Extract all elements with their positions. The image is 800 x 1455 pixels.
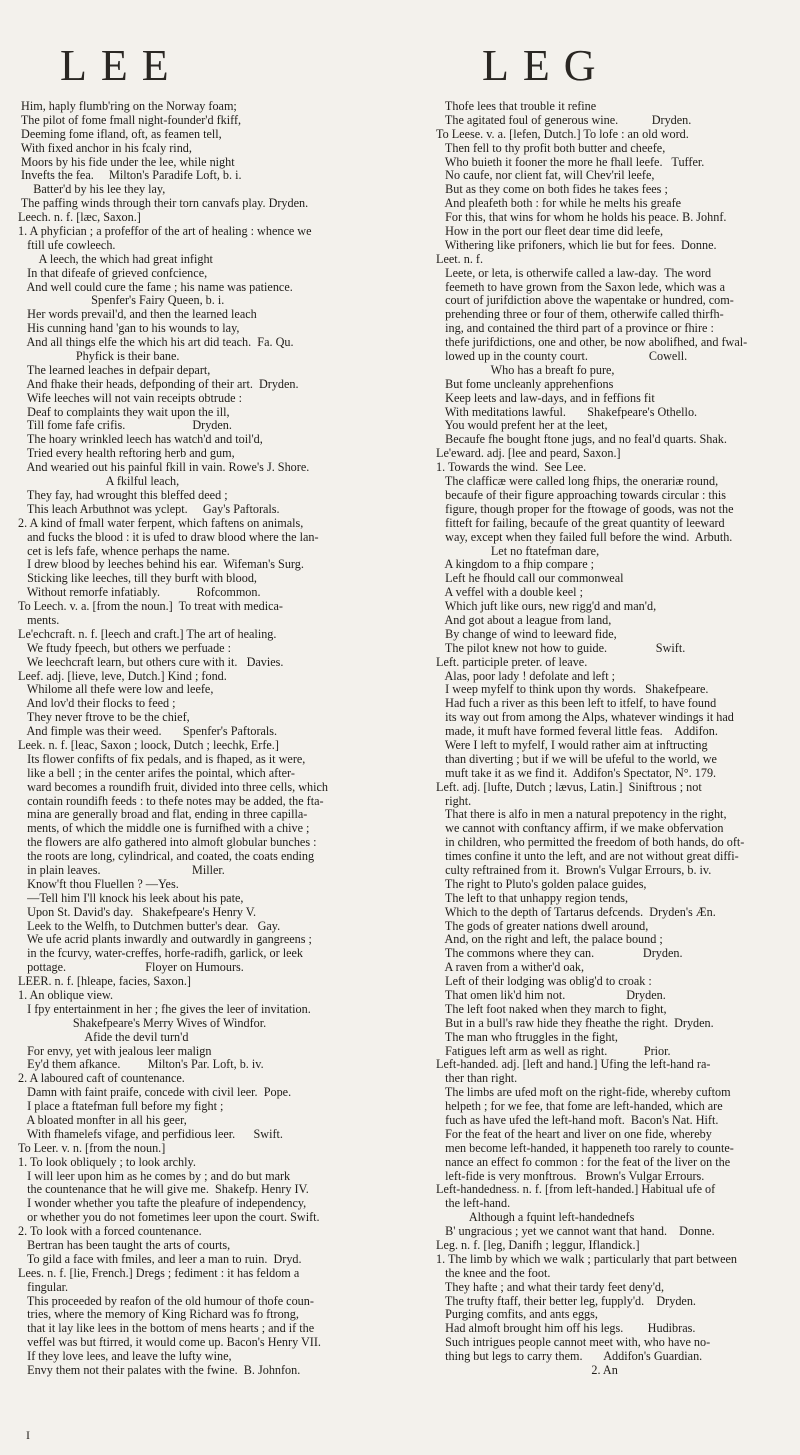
text-line: fuch as have ufed the left-hand moft. Bacon's Nat. Hift.: [436, 1113, 719, 1128]
text-line: Till fome fafe crifis. Dryden.: [18, 418, 232, 433]
text-line: Spenfer's Fairy Queen, b. i.: [18, 293, 225, 308]
text-line: that it lay like lees in the bottom of mens hearts ; and if the: [18, 1321, 315, 1336]
text-line: Without remorfe infatiably. Rofcommon.: [18, 585, 261, 600]
text-line: Phyfick is their bane.: [18, 349, 180, 364]
text-line: Such intrigues people cannot meet with, who have no-: [436, 1335, 711, 1350]
text-line: And wearied out his painful fkill in vain. Rowe's J. Shore.: [18, 460, 310, 475]
text-line: The left foot naked when they march to fight,: [436, 1001, 667, 1016]
text-line: And fhake their heads, defponding of their art. Dryden.: [18, 376, 299, 391]
text-line: Batter'd by his lee they lay,: [18, 182, 166, 197]
text-line: That omen lik'd him not. Dryden.: [436, 988, 666, 1002]
text-line: The right to Pluto's golden palace guides,: [436, 876, 647, 891]
text-line: Le'eward. adj. [lee and peard, Saxon.]: [436, 446, 621, 461]
text-line: Sticking like leeches, till they burft with blood,: [18, 571, 257, 586]
text-line: right.: [436, 793, 472, 808]
text-line: They never ftrove to be the chief,: [18, 710, 190, 725]
text-line: Left-handedness. n. f. [from left-handed.] Habitual ufe of: [436, 1182, 716, 1197]
text-line: in plain leaves. Miller.: [18, 862, 225, 877]
text-line: But in a bull's raw hide they fheathe the right. Dryden.: [436, 1015, 714, 1030]
text-line: With fhamelefs vifage, and perfidious leer. Swift.: [18, 1126, 283, 1141]
text-line: The paffing winds through their torn canvafs play. Dryden.: [18, 196, 309, 211]
text-line: And lov'd their flocks to feed ;: [18, 696, 176, 711]
text-line: To gild a face with fmiles, and leer a man to ruin. Dryd.: [18, 1251, 302, 1266]
text-line: pottage. Floyer on Humours.: [18, 960, 244, 975]
text-line: A fkilful leach,: [18, 474, 180, 489]
text-line: I weep myfelf to think upon thy words. Shakefpeare.: [436, 682, 709, 697]
text-line: That there is alfo in men a natural prepotency in the right,: [436, 807, 727, 822]
text-line: Him, haply flumb'ring on the Norway foam;: [18, 100, 237, 113]
text-line: Deeming fome ifland, oft, as feamen tell,: [18, 126, 222, 141]
text-line: Alas, poor lady ! defolate and left ;: [436, 668, 616, 683]
text-line: Keep leets and law-days, and in feffions fit: [436, 390, 655, 405]
text-line: I drew blood by leeches behind his ear. Wifeman's Surg.: [18, 557, 304, 572]
text-line: way, except when they failed full before the wind. Arbuth.: [436, 529, 733, 544]
text-line: we cannot with conftancy affirm, if we make obfervation: [436, 821, 724, 836]
text-line: But fome uncleanly apprehenfions: [436, 376, 614, 391]
text-line: Lees. n. f. [lie, French.] Dregs ; fediment : it has feldom a: [18, 1265, 300, 1280]
text-line: muft take it as we find it. Addifon's Spectator, N°. 179.: [436, 765, 717, 780]
text-line: thing but legs to carry them. Addifon's Guardian.: [436, 1349, 703, 1364]
running-head-right: LEG: [482, 41, 610, 90]
text-line: To Leech. v. a. [from the noun.] To treat with medica-: [18, 599, 283, 614]
text-line: Know'ft thou Fluellen ? —Yes.: [18, 876, 179, 891]
text-line: For envy, yet with jealous leer malign: [18, 1043, 212, 1058]
signature-mark: I: [26, 1428, 30, 1442]
text-line: A raven from a wither'd oak,: [436, 960, 585, 975]
text-line: Damn with faint praife, concede with civil leer. Pope.: [18, 1085, 292, 1100]
text-line: Leete, or leta, is otherwife called a law-day. The word: [436, 265, 712, 280]
text-line: the flowers are alfo gathered into almoft globular bunches :: [18, 835, 317, 850]
text-line: Ey'd them afkance. Milton's Par. Loft, b. iv.: [18, 1057, 264, 1072]
text-line: Although a fquint left-handednefs: [436, 1210, 635, 1225]
text-line: B' ungracious ; yet we cannot want that hand. Donne.: [436, 1224, 715, 1239]
left-column: [18, 100, 364, 1378]
text-line: This proceeded by reafon of the old humour of thofe coun-: [18, 1293, 314, 1308]
text-line: made, it muft have formed feveral little feas. Addifon.: [436, 724, 718, 739]
text-line: And, on the right and left, the palace bound ;: [436, 932, 663, 947]
text-line: This leach Arbuthnot was yclept. Gay's Paftorals.: [18, 501, 280, 516]
text-line: A leech, the which had great infight: [18, 251, 213, 266]
text-line: ments, of which the middle one is furnifhed with a chive ;: [18, 821, 310, 836]
text-line: Thofe lees that trouble it refine: [436, 100, 597, 113]
text-line: For the feat of the heart and liver on one fide, whereby: [436, 1126, 712, 1141]
text-line: The man who ftruggles in the fight,: [436, 1029, 618, 1044]
text-line: the roots are long, cylindrical, and coated, the coats ending: [18, 849, 315, 864]
text-line: the countenance that he will give me. Shakefp. Henry IV.: [18, 1182, 309, 1197]
text-line: cet is lefs fafe, whence perhaps the name.: [18, 543, 230, 558]
text-line: Leet. n. f.: [436, 251, 484, 266]
text-line: With meditations lawful. Shakefpeare's Othello.: [436, 404, 698, 419]
text-line: We ufe acrid plants inwardly and outwardly in gangreens ;: [18, 932, 312, 947]
text-line: The pilot of fome fmall night-founder'd fkiff,: [18, 112, 242, 127]
text-line: thefe jurifdictions, one and other, be now abolifhed, and fwal-: [436, 335, 748, 350]
text-line: A kingdom to a fhip compare ;: [436, 557, 595, 572]
text-line: like a bell ; in the center arifes the pointal, which after-: [18, 765, 295, 780]
text-line: Left. participle preter. of leave.: [436, 654, 588, 669]
text-line: And fimple was their weed. Spenfer's Paftorals.: [18, 724, 278, 739]
text-line: Bertran has been taught the arts of courts,: [18, 1238, 231, 1253]
text-line: We leechcraft learn, but others cure with it. Davies.: [18, 654, 284, 669]
text-line: court of jurifdiction above the wapentake or hundred, com-: [436, 293, 734, 308]
text-line: And all things elfe the which his art did teach. Fa. Qu.: [18, 335, 294, 350]
text-line: Upon St. David's day. Shakefpeare's Henry V.: [18, 904, 257, 919]
text-line: The trufty ftaff, their better leg, fupply'd. Dryden.: [436, 1293, 696, 1308]
text-line: Left. adj. [lufte, Dutch ; lævus, Latin.] Siniftrous ; not: [436, 779, 702, 794]
text-line: its way out from among the Alps, whatever windings it had: [436, 710, 734, 725]
text-line: The learned leaches in defpair depart,: [18, 362, 211, 377]
text-line: becaufe of their figure approaching towards circular : this: [436, 487, 727, 502]
text-line: Leef. adj. [lieve, leve, Dutch.] Kind ; fond.: [18, 668, 227, 683]
text-line: They hafte ; and what their tardy feet deny'd,: [436, 1279, 665, 1294]
text-line: 2. A laboured caft of countenance.: [18, 1071, 185, 1086]
text-line: Who has a breaft fo pure,: [436, 362, 615, 377]
right-column: [436, 100, 782, 1378]
text-line: Left of their lodging was oblig'd to croak :: [436, 974, 652, 989]
text-line: and fucks the blood : it is ufed to draw blood where the lan-: [18, 529, 319, 544]
text-line: For this, that wins for whom he holds his peace. B. Johnf.: [436, 210, 727, 225]
text-line: ing, and contained the third part of a province or fhire :: [436, 321, 714, 336]
text-line: Le'echcraft. n. f. [leech and craft.] The art of healing.: [18, 626, 277, 641]
text-line: men become left-handed, it happeneth too rarely to counte-: [436, 1140, 734, 1155]
text-line: Envy them not their palates with the fwine. B. Johnfon.: [18, 1363, 301, 1378]
text-line: nance an effect fo common : for the feat of the liver on the: [436, 1154, 731, 1169]
text-line: prehending three or four of them, otherwife called thirfh-: [436, 307, 724, 322]
text-line: Shakefpeare's Merry Wives of Windfor.: [18, 1015, 267, 1030]
text-line: How in the port our fleet dear time did leefe,: [436, 224, 664, 239]
text-line: contain roundifh feeds : to thefe notes may be added, the fta-: [18, 793, 324, 808]
text-line: Left-handed. adj. [left and hand.] Ufing the left-hand ra-: [436, 1057, 711, 1072]
text-line: The left to that unhappy region tends,: [436, 890, 629, 905]
text-line: the knee and the foot.: [436, 1265, 551, 1280]
text-line: Invefts the fea. Milton's Paradife Loft, b. i.: [18, 168, 242, 183]
text-line: I wonder whether you tafte the pleafure of independency,: [18, 1196, 307, 1211]
text-line: 2. A kind of fmall water ferpent, which faftens on animals,: [18, 515, 304, 530]
text-line: Had fuch a river as this been left to itfelf, to have found: [436, 696, 717, 711]
text-line: His cunning hand 'gan to his wounds to lay,: [18, 321, 240, 336]
text-line: fitteft for failing, becaufe of the great quantity of leeward: [436, 515, 725, 530]
text-line: or whether you do not fometimes leer upon the court. Swift.: [18, 1210, 320, 1225]
text-line: Leek. n. f. [leac, Saxon ; loock, Dutch ; leechk, Erfe.]: [18, 737, 279, 752]
text-line: The agitated foul of generous wine. Dryden.: [436, 112, 692, 127]
text-line: ther than right.: [436, 1071, 518, 1086]
text-line: 1. To look obliquely ; to look archly.: [18, 1154, 196, 1169]
text-line: Whilome all thefe were low and leefe,: [18, 682, 214, 697]
text-line: than diverting ; but if we will be ufeful to the world, we: [436, 751, 717, 766]
text-line: Were I left to myfelf, I would rather aim at inftructing: [436, 737, 708, 752]
text-line: lowed up in the county court. Cowell.: [436, 349, 688, 364]
text-line: 1. An oblique view.: [18, 988, 114, 1002]
text-line: And got about a league from land,: [436, 612, 612, 627]
text-line: feemeth to have grown from the Saxon lede, which was a: [436, 279, 726, 294]
text-line: the left-hand.: [436, 1196, 511, 1211]
text-line: Let no ftatefman dare,: [436, 543, 600, 558]
text-line: The hoary wrinkled leech has watch'd and toil'd,: [18, 432, 263, 447]
text-line: in the fcurvy, water-creffes, horfe-radifh, garlick, or leek: [18, 946, 304, 961]
text-line: figure, though proper for the ftowage of goods, was not the: [436, 501, 734, 516]
text-line: Which to the depth of Tartarus defcends. Dryden's Æn.: [436, 904, 716, 919]
text-line: We ftudy fpeech, but others we perfuade :: [18, 640, 232, 655]
text-line: veffel was but ftirred, it would come up. Bacon's Henry VII.: [18, 1335, 321, 1350]
text-line: Withering like prifoners, which lie but for fees. Donne.: [436, 237, 717, 252]
text-line: The commons where they can. Dryden.: [436, 946, 683, 961]
text-line: By change of wind to leeward fide,: [436, 626, 617, 641]
text-line: Afide the devil turn'd: [18, 1029, 189, 1044]
text-line: 1. The limb by which we walk ; particularly that part between: [436, 1251, 737, 1266]
text-line: ward becomes a roundifh fruit, divided into three cells, which: [18, 779, 329, 794]
text-line: You would prefent her at the leet,: [436, 418, 608, 433]
text-line: The clafficæ were called long fhips, the onerariæ round,: [436, 474, 719, 489]
text-line: Its flower confifts of fix pedals, and is fhaped, as it were,: [18, 751, 306, 766]
text-line: tries, where the memory of King Richard was fo ftrong,: [18, 1307, 299, 1322]
text-line: A veffel with a double keel ;: [436, 585, 584, 600]
text-line: Wife leeches will not vain receipts obtrude :: [18, 390, 243, 405]
text-line: If they love lees, and leave the lufty wine,: [18, 1349, 232, 1364]
text-line: 1. A phyfician ; a profeffor of the art of healing : whence we: [18, 224, 312, 239]
text-line: The gods of greater nations dwell around,: [436, 918, 649, 933]
running-head-left: LEE: [60, 41, 183, 90]
text-line: Leg. n. f. [leg, Danifh ; leggur, Iflandick.]: [436, 1238, 640, 1253]
text-line: LEER. n. f. [hleape, facies, Saxon.]: [18, 974, 191, 989]
text-line: Leek to the Welfh, to Dutchmen butter's dear. Gay.: [18, 918, 281, 933]
text-line: Then fell to thy profit both butter and cheefe,: [436, 140, 666, 155]
text-line: culty reftrained from it. Brown's Vulgar Errours, b. iv.: [436, 862, 712, 877]
text-line: Tried every health reftoring herb and gum,: [18, 446, 235, 461]
text-line: mina are generally broad and flat, ending in three capilla-: [18, 807, 308, 822]
text-line: I place a ftatefman full before my fight ;: [18, 1099, 224, 1114]
text-line: Deaf to complaints they wait upon the ill,: [18, 404, 230, 419]
text-line: Who buieth it fooner the more he fhall leefe. Tuffer.: [436, 154, 705, 169]
text-line: —Tell him I'll knock his leek about his pate,: [18, 890, 244, 905]
text-line: left-fide is very monftrous. Brown's Vulgar Errours.: [436, 1168, 705, 1183]
text-line: In that difeafe of grieved confcience,: [18, 265, 208, 280]
text-line: To Leer. v. n. [from the noun.]: [18, 1140, 166, 1155]
text-line: Fatigues left arm as well as right. Prior.: [436, 1043, 671, 1058]
text-line: fingular.: [18, 1279, 69, 1294]
text-line: Leech. n. f. [læc, Saxon.]: [18, 210, 141, 225]
text-line: Moors by his fide under the lee, while night: [18, 154, 235, 169]
text-line: Purging comfits, and ants eggs,: [436, 1307, 598, 1322]
text-line: The limbs are ufed moft on the right-fide, whereby cuftom: [436, 1085, 731, 1100]
text-line: helpeth ; for we fee, that fome are left-handed, which are: [436, 1099, 723, 1114]
text-line: They fay, had wrought this bleffed deed ;: [18, 487, 228, 502]
text-line: in children, who permitted the freedom of both hands, do oft-: [436, 835, 745, 850]
text-line: Which juft like ours, new rigg'd and man'd,: [436, 599, 657, 614]
text-line: ments.: [18, 612, 60, 627]
text-line: To Leese. v. a. [lefen, Dutch.] To lofe : an old word.: [436, 126, 689, 141]
text-line: No caufe, nor client fat, will Chev'ril leefe,: [436, 168, 655, 183]
text-line: times confine it unto the left, and are not without great diffi-: [436, 849, 739, 864]
text-line: And pleafeth both : for while he melts his greafe: [436, 196, 682, 211]
text-line: 2. An: [436, 1363, 618, 1378]
text-line: The pilot knew not how to guide. Swift.: [436, 640, 686, 655]
text-line: With fixed anchor in his fcaly rind,: [18, 140, 192, 155]
text-line: I will leer upon him as he comes by ; and do but mark: [18, 1168, 291, 1183]
text-line: A bloated monfter in all his geer,: [18, 1113, 187, 1128]
text-line: Left he fhould call our commonweal: [436, 571, 624, 586]
text-line: 1. Towards the wind. See Lee.: [436, 460, 587, 475]
text-line: I fpy entertainment in her ; fhe gives the leer of invitation.: [18, 1001, 311, 1016]
text-line: And well could cure the fame ; his name was patience.: [18, 279, 293, 294]
text-line: Had almoft brought him off his legs. Hudibras.: [436, 1321, 696, 1336]
text-line: Becaufe fhe bought ftone jugs, and no feal'd quarts. Shak.: [436, 432, 727, 447]
text-line: But as they come on both fides he takes fees ;: [436, 182, 668, 197]
text-line: Her words prevail'd, and then the learned leach: [18, 307, 257, 322]
text-line: ftill ufe cowleech.: [18, 237, 116, 252]
text-line: 2. To look with a forced countenance.: [18, 1224, 202, 1239]
